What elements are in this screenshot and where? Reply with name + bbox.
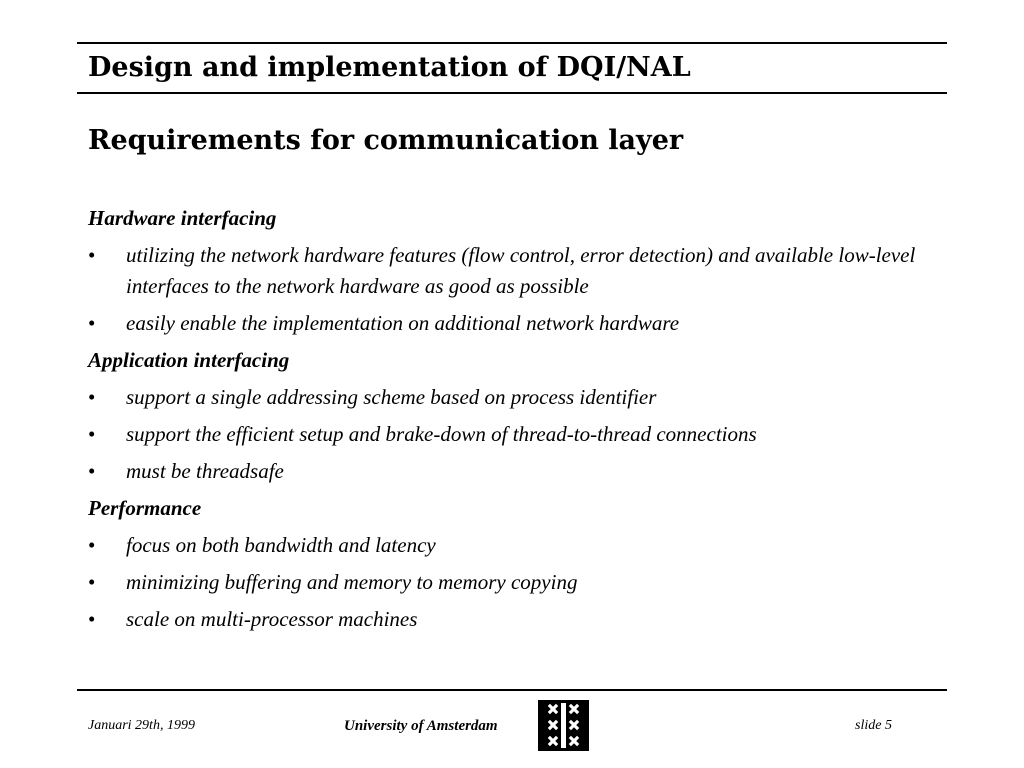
title-rule	[77, 92, 947, 94]
bullet-item	[88, 382, 928, 413]
bullet-mark: •	[88, 385, 96, 409]
top-rule	[77, 42, 947, 44]
bullet-item	[88, 567, 928, 598]
footer-date: Januari 29th, 1999	[88, 718, 195, 733]
section-heading: Performance	[88, 496, 202, 520]
footer-rule	[77, 689, 947, 691]
bullet-text: focus on both bandwidth and latency	[126, 533, 436, 557]
slide-subtitle: Requirements for communication layer	[88, 125, 684, 156]
slide-title: Design and implementation of DQI/NAL	[88, 52, 691, 83]
bullet-mark: •	[88, 570, 96, 594]
section-performance	[88, 493, 928, 635]
section-application-interfacing	[88, 345, 928, 487]
bullet-mark: •	[88, 243, 96, 267]
footer-slide-number: slide 5	[855, 718, 892, 733]
bullet-item	[88, 456, 928, 487]
bullet-mark: •	[88, 607, 96, 631]
bullet-text: scale on multi-processor machines	[126, 607, 418, 631]
bullet-text: minimizing buffering and memory to memory copying	[126, 570, 578, 594]
bullet-text: support the efficient setup and brake-down of thread-to-thread connections	[126, 422, 757, 446]
uva-crest-graphic	[538, 700, 589, 751]
bullet-mark: •	[88, 422, 96, 446]
bullet-text: must be threadsafe	[126, 459, 284, 483]
uva-crest-icon	[538, 700, 589, 751]
section-heading: Hardware interfacing	[88, 206, 277, 230]
bullet-text: support a single addressing scheme based on process identifier	[126, 385, 657, 409]
bullet-item	[88, 240, 928, 302]
footer-university: University of Amsterdam	[344, 718, 498, 734]
slide-content	[88, 203, 928, 641]
bullet-mark: •	[88, 533, 96, 557]
bullet-text: utilizing the network hardware features (flow control, error detection) and available low-level interfaces to the network hardware as good as possible	[126, 243, 916, 298]
bullet-item	[88, 530, 928, 561]
bullet-item	[88, 308, 928, 339]
bullet-mark: •	[88, 311, 96, 335]
bullet-mark: •	[88, 459, 96, 483]
bullet-text: easily enable the implementation on additional network hardware	[126, 311, 680, 335]
bullet-item	[88, 604, 928, 635]
section-heading: Application interfacing	[88, 348, 290, 372]
bullet-item	[88, 419, 928, 450]
section-hardware-interfacing	[88, 203, 928, 339]
